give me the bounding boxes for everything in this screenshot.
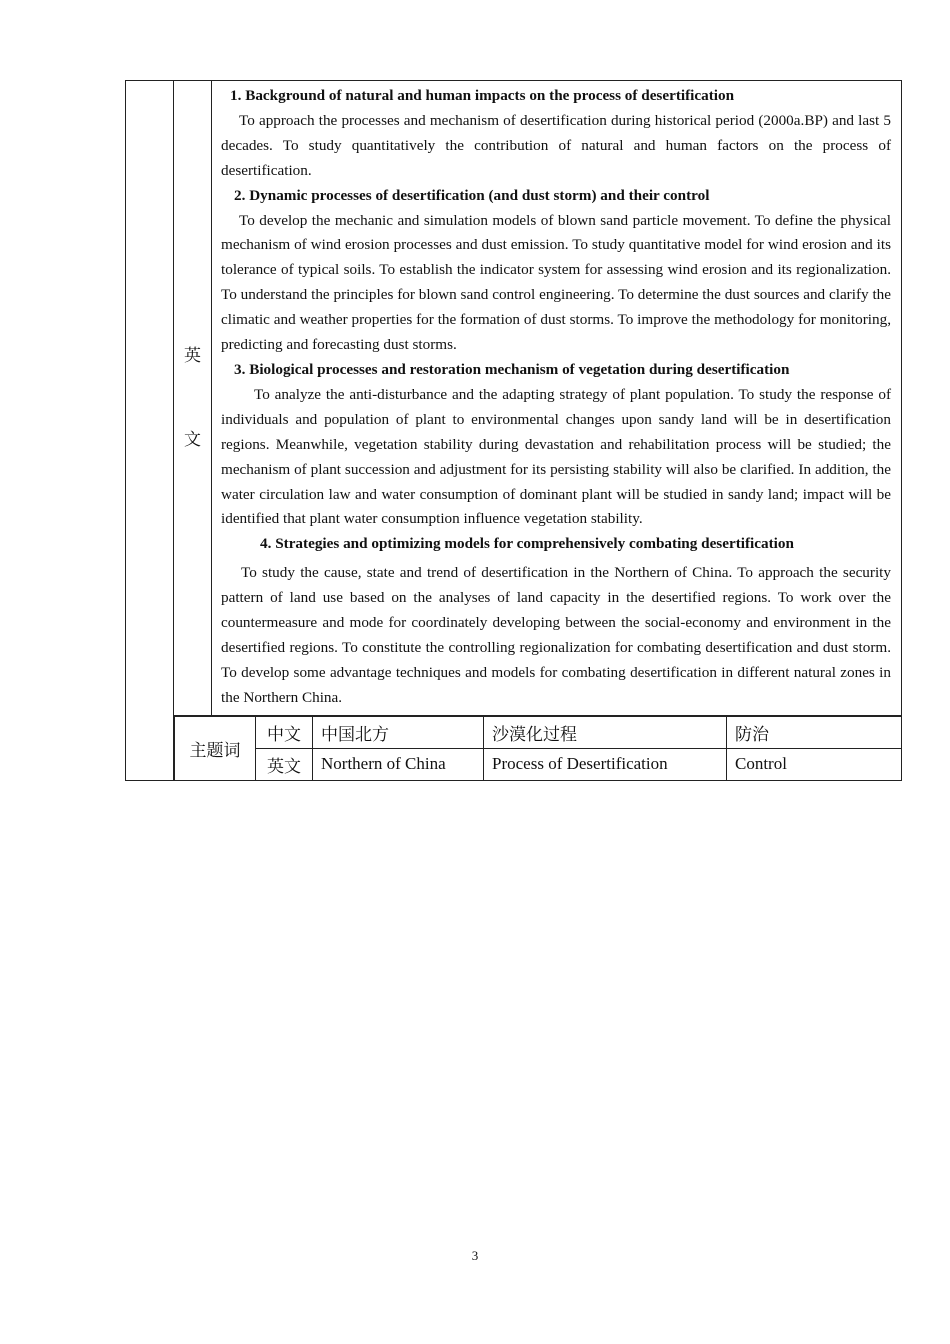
blank-left-cell [126,81,174,781]
label-char-ying: 英 [184,345,201,365]
section-4-title: 4. Strategies and optimizing models for comprehensively combating desertification [260,535,794,553]
keyword-english-1: Northern of China [313,748,484,780]
english-label-cell [174,81,212,716]
page-number: 3 [471,1248,479,1263]
keywords-table [174,716,902,781]
keywords-lang-chinese: 中文 [256,716,313,748]
section-3-title: 3. Biological processes and restoration mechanism of vegetation during desertification [234,360,790,378]
label-char-wen: 文 [184,429,201,449]
english-abstract-content [212,81,902,716]
keyword-english-2: Process of Desertification [484,748,727,780]
section-4-body: To study the cause, state and trend of desertification in the Northern of China. To approach the security pattern of land use based on the analyses of land capacity in the desertified regions. To work over the countermeasure and mode for coordinately developing between the social-economy and environment in the desertified regions. To constitute the controlling regionalization for combating desertification and dust storm. To develop some advantage techniques and models for combating desertification in different natural zones in the Northern China. [221,564,891,706]
keywords-container [174,715,902,781]
section-3-body: To analyze the anti-disturbance and the adapting strategy of plant population. To study the response of individuals and population of plant to environmental changes upon sandy land will be in desertification regions. Meanwhile, vegetation stability during devastation and rehabilitation process will be studied; the mechanism of plant succession and adjustment for its persisting stability will also be clarified. In addition, the water circulation law and water consumption of dominant plant will be studied in sandy land; impact will be identified that plant water consumption influence vegetation stability. [221,385,891,528]
section-2-title: 2. Dynamic processes of desertification (and dust storm) and their control [234,186,710,204]
keywords-label: 主题词 [175,716,256,780]
section-2-body: To develop the mechanic and simulation models of blown sand particle movement. To define the physical mechanism of wind erosion processes and dust emission. To study quantitative model for wind erosion and its tolerance of typical soils. To establish the indicator system for assessing wind erosion and its regionalization. To understand the principles for blown sand control engineering. To determine the dust sources and clarify the climatic and weather properties for the formation of dust storms. To improve the methodology for monitoring, predicting and forecasting dust storms. [221,211,891,354]
keyword-chinese-2: 沙漠化过程 [484,716,727,748]
keyword-chinese-3: 防治 [727,716,902,748]
keywords-lang-english: 英文 [256,748,313,780]
keyword-chinese-1: 中国北方 [313,716,484,748]
section-1-body: To approach the processes and mechanism of desertification during historical period (2000a.BP) and last 5 decades. To study quantitatively the contribution of natural and human factors on the process of desertification. [221,111,891,179]
section-1-title: 1. Background of natural and human impacts on the process of desertification [230,87,735,104]
abstract-table [125,80,902,781]
keyword-english-3: Control [727,748,902,780]
